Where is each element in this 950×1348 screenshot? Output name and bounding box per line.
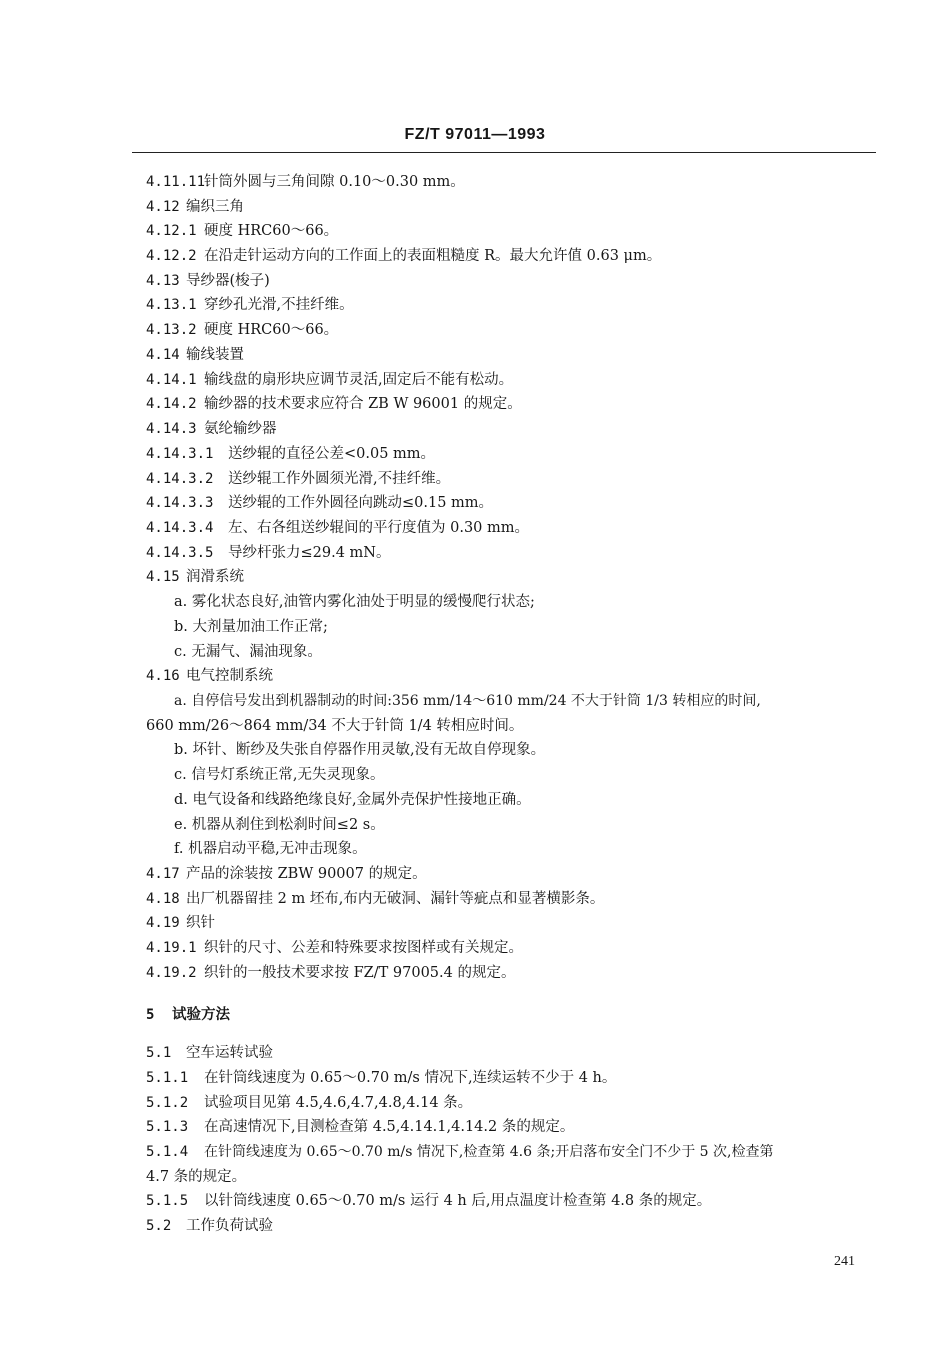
clause-4-14-3-3 [146, 493, 493, 513]
clause-text: 输纱器的技术要求应符合 ZB W 96001 的规定。 [204, 396, 522, 412]
clause-number: 4.19.1 [146, 940, 197, 956]
clause-4-14-3 [146, 419, 277, 439]
clause-number: 4.14.3.2 [146, 471, 214, 487]
clause-number: 4.13.2 [146, 322, 197, 338]
clause-text: 在高速情况下,目测检查第 4.5,4.14.1,4.14.2 条的规定。 [204, 1119, 575, 1135]
clause-text: 织针的一般技术要求按 FZ/T 97005.4 的规定。 [204, 965, 516, 981]
clause-number: 4.14.3.5 [146, 545, 214, 561]
clause-number: 4.14.3.3 [146, 495, 214, 511]
clause-number: 4.12.1 [146, 223, 197, 239]
list-item-a: a. 自停信号发出到机器制动的时间:356 mm/14～610 mm/24 不大于针筒 1/3 转相应的时间, [174, 693, 761, 709]
clause-number: 5.1.3 [146, 1119, 189, 1135]
clause-text: 送纱辊工作外圆须光滑,不挂纤维。 [228, 471, 451, 487]
page-number: 241 [834, 1254, 855, 1269]
clause-4-15 [146, 567, 244, 587]
clause-text: 穿纱孔光滑,不挂纤维。 [204, 297, 354, 313]
standard-code-header: FZ/T 97011—1993 [404, 126, 546, 143]
clause-number: 5.2 [146, 1218, 172, 1234]
clause-number: 5.1.4 [146, 1144, 189, 1160]
clause-text: 工作负荷试验 [186, 1218, 273, 1234]
clause-4-18 [146, 889, 604, 909]
clause-text: 输线盘的扇形块应调节灵活,固定后不能有松动。 [204, 372, 514, 388]
clause-number: 4.14.2 [146, 396, 197, 412]
clause-number: 4.19 [146, 915, 180, 931]
clause-4-13-2 [146, 320, 338, 340]
list-item-f: f. 机器启动平稳,无冲击现象。 [174, 841, 367, 857]
list-item-c: c. 无漏气、漏油现象。 [174, 644, 322, 660]
clause-text: 出厂机器留挂 2 m 坯布,布内无破洞、漏针等疵点和显著横影条。 [186, 891, 605, 907]
clause-number: 4.14.3 [146, 421, 197, 437]
clause-5-1-4 [146, 1142, 773, 1162]
clause-text: 空车运转试验 [186, 1045, 273, 1061]
list-item-d: d. 电气设备和线路绝缘良好,金属外壳保护性接地正确。 [174, 792, 531, 808]
clause-continuation: 4.7 条的规定。 [146, 1169, 247, 1185]
clause-text: 导纱杆张力≤29.4 mN。 [228, 545, 391, 561]
clause-text: 氨纶输纱器 [204, 421, 277, 437]
clause-number: 4.14 [146, 347, 180, 363]
clause-text: 润滑系统 [186, 569, 244, 585]
clause-4-12 [146, 197, 244, 217]
header-divider [132, 152, 876, 153]
clause-text: 电气控制系统 [186, 668, 273, 684]
clause-number: 4.14.3.1 [146, 446, 214, 462]
clause-4-13-1 [146, 295, 354, 315]
clause-4-16 [146, 666, 273, 686]
clause-4-14-1 [146, 370, 513, 390]
clause-text: 在针筒线速度为 0.65～0.70 m/s 情况下,连续运转不少于 4 h。 [204, 1070, 617, 1086]
clause-4-14-3-4 [146, 518, 529, 538]
clause-text: 送纱辊的工作外圆径向跳动≤0.15 mm。 [228, 495, 494, 511]
clause-text: 送纱辊的直径公差<0.05 mm。 [228, 446, 436, 462]
list-item-c: c. 信号灯系统正常,无失灵现象。 [174, 767, 385, 783]
clause-number: 5.1 [146, 1045, 172, 1061]
clause-number: 4.17 [146, 866, 180, 882]
clause-4-19-1 [146, 938, 523, 958]
clause-4-19-2 [146, 963, 515, 983]
clause-4-14-2 [146, 394, 522, 414]
clause-text: 织针的尺寸、公差和特殊要求按图样或有关规定。 [204, 940, 523, 956]
clause-number: 4.12 [146, 199, 180, 215]
clause-number: 5.1.5 [146, 1193, 189, 1209]
clause-5-2 [146, 1216, 273, 1236]
clause-4-17 [146, 864, 427, 884]
clause-text: 硬度 HRC60～66。 [204, 322, 339, 338]
clause-text: 在沿走针运动方向的工作面上的表面粗糙度 R。最大允许值 0.63 μm。 [204, 248, 662, 264]
clause-4-12-1 [146, 221, 338, 241]
clause-5-1-5 [146, 1191, 711, 1211]
clause-number: 4.13.1 [146, 297, 197, 313]
clause-4-14-3-5 [146, 543, 390, 563]
list-item-b: b. 大剂量加油工作正常; [174, 619, 328, 635]
clause-4-19 [146, 913, 215, 933]
clause-text: 输线装置 [186, 347, 244, 363]
clause-text: 针筒外圆与三角间隙 0.10～0.30 mm。 [204, 174, 465, 190]
clause-number: 4.15 [146, 569, 180, 585]
clause-number: 5.1.1 [146, 1070, 189, 1086]
list-item-e: e. 机器从刹住到松刹时间≤2 s。 [174, 817, 385, 833]
list-item-a: a. 雾化状态良好,油管内雾化油处于明显的缓慢爬行状态; [174, 594, 535, 610]
clause-4-14 [146, 345, 244, 365]
clause-5-1-2 [146, 1093, 472, 1113]
clause-4-14-3-1 [146, 444, 435, 464]
clause-number: 4.14.1 [146, 372, 197, 388]
list-item-b: b. 坏针、断纱及失张自停器作用灵敏,没有无故自停现象。 [174, 742, 546, 758]
clause-text: 产品的涂装按 ZBW 90007 的规定。 [186, 866, 427, 882]
clause-text: 编织三角 [186, 199, 244, 215]
clause-text: 以针筒线速度 0.65～0.70 m/s 运行 4 h 后,用点温度计检查第 4.8 条的规定。 [204, 1193, 712, 1209]
clause-5-1-3 [146, 1117, 574, 1137]
section-number: 5 [146, 1007, 155, 1023]
clause-text: 在针筒线速度为 0.65～0.70 m/s 情况下,检查第 4.6 条;开启落布安全门不少于 5 次,检查第 [204, 1144, 774, 1160]
clause-text: 导纱器(梭子) [186, 273, 270, 289]
clause-number: 5.1.2 [146, 1095, 189, 1111]
clause-number: 4.14.3.4 [146, 520, 214, 536]
clause-5-1 [146, 1043, 273, 1063]
clause-text: 左、右各组送纱辊间的平行度值为 0.30 mm。 [228, 520, 530, 536]
clause-4-13 [146, 271, 270, 291]
clause-text: 硬度 HRC60～66。 [204, 223, 339, 239]
clause-4-12-2 [146, 246, 661, 266]
clause-4-14-3-2 [146, 469, 450, 489]
clause-5-1-1 [146, 1068, 616, 1088]
list-item-continuation: 660 mm/26～864 mm/34 不大于针筒 1/4 转相应时间。 [146, 718, 524, 734]
clause-number: 4.19.2 [146, 965, 197, 981]
clause-4-11-11 [146, 172, 465, 192]
clause-text: 织针 [186, 915, 215, 931]
clause-number: 4.18 [146, 891, 180, 907]
clause-number: 4.13 [146, 273, 180, 289]
section-heading: 试验方法 [172, 1006, 230, 1023]
section-5-title [146, 1005, 230, 1025]
clause-number: 4.16 [146, 668, 180, 684]
clause-text: 试验项目见第 4.5,4.6,4.7,4.8,4.14 条。 [204, 1095, 473, 1111]
clause-number: 4.11.11 [146, 174, 206, 190]
clause-number: 4.12.2 [146, 248, 197, 264]
